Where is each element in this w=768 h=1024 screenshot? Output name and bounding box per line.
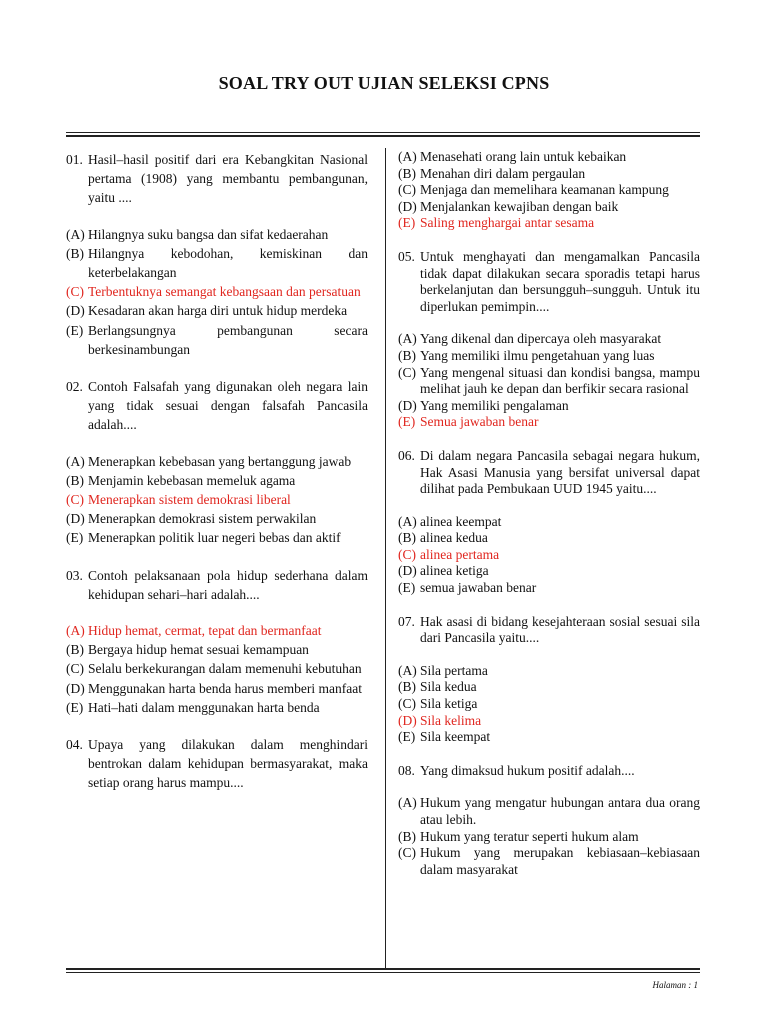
option-text: Sila ketiga (420, 696, 478, 712)
question-number: 03. (66, 567, 83, 583)
option-item (398, 331, 700, 348)
option-label: (E) (66, 699, 84, 715)
question-block (66, 566, 368, 717)
option-label: (B) (398, 165, 416, 181)
answer-option (66, 282, 368, 301)
option-label: (D) (398, 712, 417, 728)
question-gap (66, 359, 368, 377)
answer-option (66, 621, 368, 640)
option-label: (E) (66, 322, 84, 338)
option-label: (C) (66, 661, 84, 677)
option-item (398, 530, 700, 547)
option-text: Sila pertama (420, 662, 488, 678)
option-label: (B) (398, 828, 416, 844)
option-label: (D) (66, 680, 85, 696)
option-text: Menasehati orang lain untuk kebaikan (420, 149, 627, 164)
question-number: 02. (66, 379, 83, 395)
option-item (66, 679, 368, 698)
right-column (398, 149, 700, 878)
option-text: Semua jawaban benar (420, 414, 539, 430)
option-text: alinea pertama (420, 546, 500, 562)
option-item (398, 563, 700, 580)
option-text: Hidup hemat, cermat, tepat dan bermanfaat (88, 623, 322, 639)
option-text: Yang dikenal dan dipercaya oleh masyarakat (420, 331, 662, 347)
option-item (66, 452, 368, 471)
option-text: Hilangnya suku bangsa dan sifat kedaerahan (88, 226, 329, 242)
option-text: Selalu berkekurangan dalam memenuhi kebutuhan (88, 661, 362, 677)
page-title: SOAL TRY OUT UJIAN SELEKSI CPNS (218, 73, 550, 93)
question-stem (66, 150, 368, 208)
option-item (398, 679, 700, 696)
question-block (66, 377, 368, 548)
question-stem (398, 763, 700, 780)
option-label: (B) (66, 472, 84, 488)
option-label: (A) (398, 513, 417, 529)
option-label: (B) (398, 347, 416, 363)
option-text: Menerapkan demokrasi sistem perwakilan (88, 511, 317, 527)
option-item (398, 795, 700, 828)
option-label: (E) (398, 414, 416, 430)
option-label: (B) (66, 245, 84, 261)
question-text: Hak asasi di bidang kesejahteraan sosial sesuai sila dari Pancasila yaitu.... (420, 613, 700, 646)
question-text: Hasil–hasil positif dari era Kebangkitan Nasional pertama (1908) yang membantu pembangunan, yaitu .... (88, 152, 368, 206)
left-column (66, 150, 368, 793)
option-item (398, 348, 700, 365)
option-item (398, 199, 700, 216)
answer-option (398, 713, 700, 730)
answer-option (398, 414, 700, 431)
option-item (66, 528, 368, 547)
question-block (66, 735, 368, 793)
option-label: (E) (398, 729, 416, 745)
option-list (398, 331, 700, 431)
option-label: (D) (398, 198, 417, 214)
option-label: (B) (398, 530, 416, 546)
option-list (66, 452, 368, 548)
option-item (66, 321, 368, 359)
option-text: Hilangnya kebodohan, kemiskinan dan keterbelakangan (88, 245, 368, 281)
question-text: Untuk menghayati dan mengamalkan Pancasila tidak dapat dilakukan secara sporadis tetapi harus berkelanjutan dan bersungguh–sungguh. Untuk itu diperlukan pemimpin.... (420, 248, 700, 314)
option-text: Menjaga dan memelihara keamanan kampung (420, 182, 669, 198)
option-label: (A) (66, 623, 85, 639)
option-text: Bergaya hidup hemat sesuai kemampuan (88, 642, 309, 658)
option-label: (A) (66, 453, 85, 469)
question-text: Contoh pelaksanaan pola hidup sederhana dalam kehidupan sehari–hari adalah.... (88, 567, 368, 602)
answer-option (66, 490, 368, 509)
column-divider (385, 148, 386, 968)
option-text: Sila kedua (420, 679, 477, 695)
option-text: Hati–hati dalam menggunakan harta benda (88, 699, 320, 715)
option-text: Sila keempat (420, 729, 491, 745)
option-item (66, 509, 368, 528)
option-label: (C) (398, 546, 416, 562)
question-text: Upaya yang dilakukan dalam menghindari bentrokan dalam kehidupan bermasyarakat, maka setiap orang harus mampu.... (88, 737, 368, 791)
option-list (398, 795, 700, 878)
option-text: alinea ketiga (420, 563, 489, 579)
option-text: Terbentuknya semangat kebangsaan dan persatuan (88, 284, 361, 300)
question-number: 05. (398, 248, 415, 264)
option-item (398, 149, 700, 166)
answer-option (398, 215, 700, 232)
option-label: (C) (398, 845, 416, 861)
option-list (66, 225, 368, 359)
option-label: (E) (398, 215, 416, 231)
option-label: (B) (66, 642, 84, 658)
option-label: (E) (398, 580, 416, 596)
option-item (398, 845, 700, 878)
option-text: Menerapkan kebebasan yang bertanggung jawab (88, 453, 352, 469)
question-block (398, 614, 700, 746)
option-label: (B) (398, 679, 416, 695)
question-number: 01. (66, 152, 83, 167)
option-text: Saling menghargai antar sesama (420, 215, 595, 231)
option-list (398, 663, 700, 746)
option-text: Menerapkan sistem demokrasi liberal (88, 492, 291, 508)
option-text: Kesadaran akan harga diri untuk hidup merdeka (88, 303, 348, 319)
option-text: Hukum yang mengatur hubungan antara dua orang atau lebih. (420, 795, 700, 827)
option-label: (A) (398, 662, 417, 678)
option-label: (D) (66, 511, 85, 527)
option-item (398, 398, 700, 415)
question-stem (66, 377, 368, 435)
option-label: (E) (66, 530, 84, 546)
option-label: (D) (398, 397, 417, 413)
question-block (398, 149, 700, 232)
option-item (398, 365, 700, 398)
question-stem (398, 249, 700, 315)
option-label: (C) (66, 284, 84, 300)
question-number: 04. (66, 737, 83, 753)
option-item (66, 244, 368, 282)
option-label: (A) (398, 149, 417, 164)
question-block (398, 763, 700, 879)
option-text: Menjalankan kewajiban dengan baik (420, 198, 619, 214)
option-item (398, 580, 700, 597)
question-block (398, 249, 700, 431)
option-item (66, 225, 368, 244)
option-item (66, 640, 368, 659)
option-item (66, 659, 368, 678)
question-number: 07. (398, 613, 415, 629)
option-text: Sila kelima (420, 712, 482, 728)
question-gap (398, 746, 700, 763)
option-text: Yang memiliki ilmu pengetahuan yang luas (420, 347, 655, 363)
option-text: Menerapkan politik luar negeri bebas dan aktif (88, 530, 341, 546)
option-item (398, 829, 700, 846)
option-item (66, 301, 368, 320)
option-item (398, 663, 700, 680)
option-item (398, 182, 700, 199)
option-label: (C) (398, 364, 416, 380)
option-label: (C) (398, 182, 416, 198)
question-stem (398, 614, 700, 647)
question-number: 08. (398, 762, 415, 778)
option-text: Yang mengenal situasi dan kondisi bangsa, mampu melihat jauh ke depan dan berfikir secara rasional (420, 364, 700, 397)
page-footer: Halaman : 1 (652, 980, 698, 990)
question-gap (398, 431, 700, 448)
option-label: (D) (398, 563, 417, 579)
option-label: (C) (66, 492, 84, 508)
option-item (66, 698, 368, 717)
option-item (66, 471, 368, 490)
answer-option (398, 547, 700, 564)
option-text: alinea kedua (420, 530, 488, 546)
option-list (398, 149, 700, 232)
question-stem (398, 448, 700, 498)
option-label: (A) (66, 226, 85, 242)
option-item (398, 696, 700, 713)
question-gap (398, 597, 700, 614)
option-list (66, 621, 368, 717)
option-text: Yang memiliki pengalaman (420, 397, 569, 413)
option-label: (C) (398, 696, 416, 712)
option-text: Menahan diri dalam pergaulan (420, 165, 586, 181)
option-text: Menjamin kebebasan memeluk agama (88, 472, 296, 488)
question-gap (66, 548, 368, 566)
question-number: 06. (398, 447, 415, 463)
question-text: Yang dimaksud hukum positif adalah.... (420, 762, 635, 778)
option-text: semua jawaban benar (420, 580, 537, 596)
option-label: (A) (398, 795, 417, 811)
option-text: Hukum yang merupakan kebiasaan–kebiasaan dalam masyarakat (420, 845, 700, 877)
option-label: (A) (398, 331, 417, 347)
option-text: Menggunakan harta benda harus memberi manfaat (88, 680, 363, 696)
option-text: Berlangsungnya pembangunan secara berkesinambungan (88, 322, 368, 357)
option-list (398, 514, 700, 597)
option-label: (D) (66, 303, 85, 319)
option-item (398, 166, 700, 183)
question-gap (66, 717, 368, 735)
question-stem (66, 735, 368, 793)
question-text: Contoh Falsafah yang digunakan oleh negara lain yang tidak sesuai dengan falsafah Pancasila adalah.... (88, 379, 368, 433)
question-block (398, 448, 700, 597)
option-text: Hukum yang teratur seperti hukum alam (420, 828, 639, 844)
question-block (66, 150, 368, 359)
option-item (398, 514, 700, 531)
option-text: alinea keempat (420, 513, 502, 529)
question-gap (398, 232, 700, 249)
question-text: Di dalam negara Pancasila sebagai negara hukum, Hak Asasi Manusia yang bersifat universal dapat dilihat pada Pembukaan UUD 1945 yaitu.... (420, 447, 700, 497)
option-item (398, 729, 700, 746)
question-stem (66, 566, 368, 604)
